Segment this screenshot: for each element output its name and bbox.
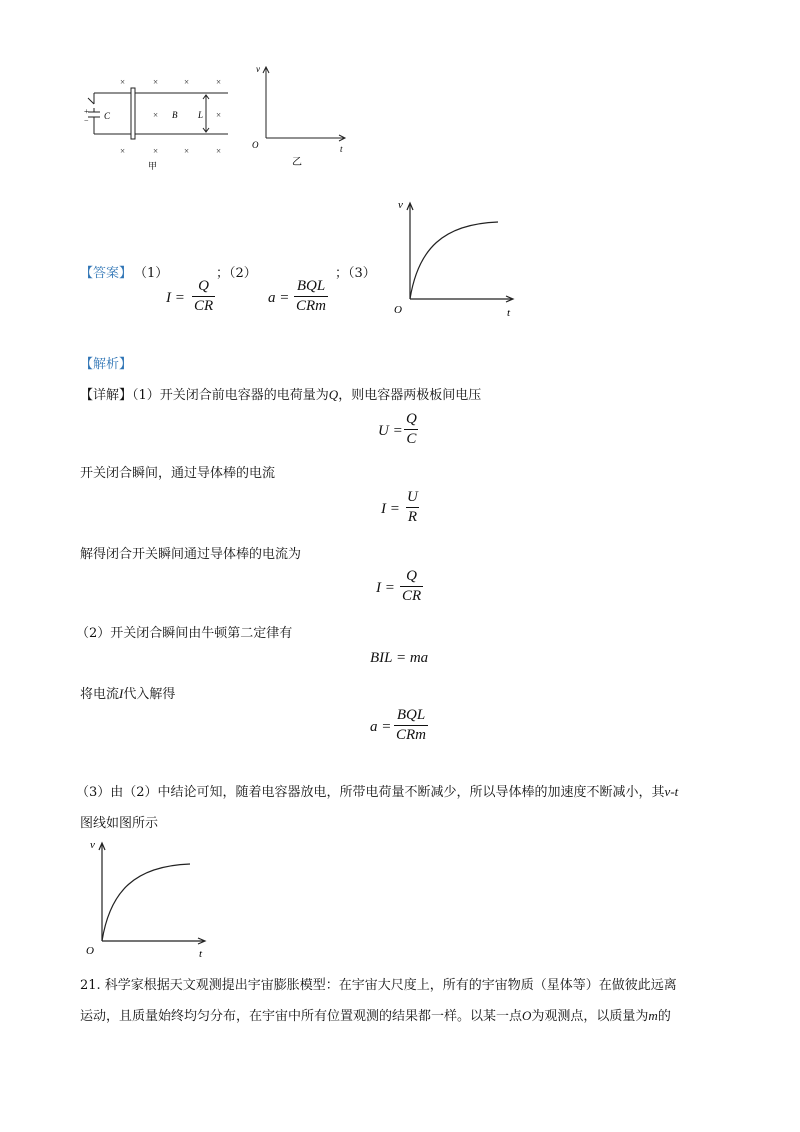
circuit-figure (80, 68, 240, 172)
axis-v-label: v (256, 64, 260, 74)
answer-part3: ；（3） (335, 266, 376, 281)
analysis-tag: 【解析】 (80, 357, 133, 372)
analysis-step6: （3）由（2）中结论可知，随着电容器放电，所带电荷量不断减少，所以导体棒的加速度不断减小，其v-t (76, 784, 679, 800)
svg-text:×: × (153, 110, 159, 120)
answer-part1: （1） (134, 266, 169, 281)
eq-i2-lhs: I = (376, 580, 395, 596)
eq-i1-fraction: $\frac{U}{R}$ (407, 489, 418, 525)
svg-text:×: × (184, 77, 190, 87)
minus-label: − (84, 116, 89, 125)
eq-u-fraction: $\frac{Q}{C}$ (406, 411, 417, 447)
analysis-step1: 【详解】（1）开关闭合前电容器的电荷量为Q，则电容器两极板间电压 (80, 387, 482, 403)
svg-text:×: × (216, 110, 222, 120)
analysis-step3: 解得闭合开关瞬间通过导体棒的电流为 (80, 547, 302, 562)
answer-eq1-fraction (192, 278, 215, 315)
answer-eq1-lhs: I = (166, 290, 185, 306)
graph-origin-label: O (394, 304, 402, 316)
graph-t-label: t (507, 307, 511, 319)
length-label: L (198, 110, 204, 120)
answer-part2: ；（2） (216, 266, 257, 281)
graph2-t-label: t (199, 948, 203, 960)
analysis-vt-graph (80, 834, 210, 960)
svg-text:×: × (184, 146, 190, 156)
eq-i2-fraction: $\frac{Q}{CR}$ (402, 568, 422, 604)
answer-eq2-num: BQL (296, 278, 326, 294)
svg-text:×: × (153, 146, 159, 156)
axis-origin-label: O (252, 140, 259, 150)
svg-text:×: × (153, 77, 159, 87)
graph2-origin-label: O (86, 945, 94, 957)
eq-a-lhs: a = (370, 719, 392, 735)
graph-v-label: v (398, 199, 403, 211)
empty-vt-axes (250, 60, 350, 172)
answer-eq1-num: Q (198, 278, 209, 294)
capacitor-label: C (104, 111, 111, 121)
q21-line1: 21. 科学家根据天文观测提出宇宙膨胀模型：在宇宙大尺度上，所有的宇宙物质（星体等）在做彼此远离 (80, 978, 677, 993)
detail-tag: 【详解】 (80, 388, 133, 403)
axis-t-label: t (340, 144, 343, 154)
answer-vt-graph (388, 194, 518, 320)
plus-label: + (84, 107, 89, 116)
analysis-step2: 开关闭合瞬间，通过导体棒的电流 (80, 466, 276, 481)
analysis-step7: 图线如图所示 (80, 816, 159, 831)
svg-text:×: × (120, 77, 126, 87)
svg-text:×: × (216, 77, 222, 87)
svg-text:×: × (120, 146, 126, 156)
answer-eq2-lhs: a = (268, 290, 290, 306)
answer-eq1-den: CR (194, 298, 214, 314)
analysis-step5: 将电流I代入解得 (80, 686, 176, 702)
figure-caption-yi: 乙 (292, 157, 302, 168)
svg-text:×: × (216, 146, 222, 156)
figure-caption-jia: 甲 (148, 161, 158, 171)
eq-a-fraction: BQL CRm (396, 707, 426, 743)
answer-tag: 【答案】 (80, 266, 133, 281)
eq-bil: BIL = ma (370, 650, 429, 666)
eq-i1-lhs: I = (381, 501, 400, 517)
graph2-v-label: v (90, 839, 95, 851)
b-field-label: B (172, 110, 178, 120)
q21-line2: 运动，且质量始终均匀分布，在宇宙中所有位置观测的结果都一样。以某一点O为观测点，以质量为m的 (80, 1008, 671, 1024)
analysis-step4: （2）开关闭合瞬间由牛顿第二定律有 (76, 626, 293, 641)
eq-u-lhs: U = (378, 423, 403, 439)
answer-eq2-den: CRm (296, 298, 326, 314)
answer-eq2-fraction (294, 278, 328, 315)
